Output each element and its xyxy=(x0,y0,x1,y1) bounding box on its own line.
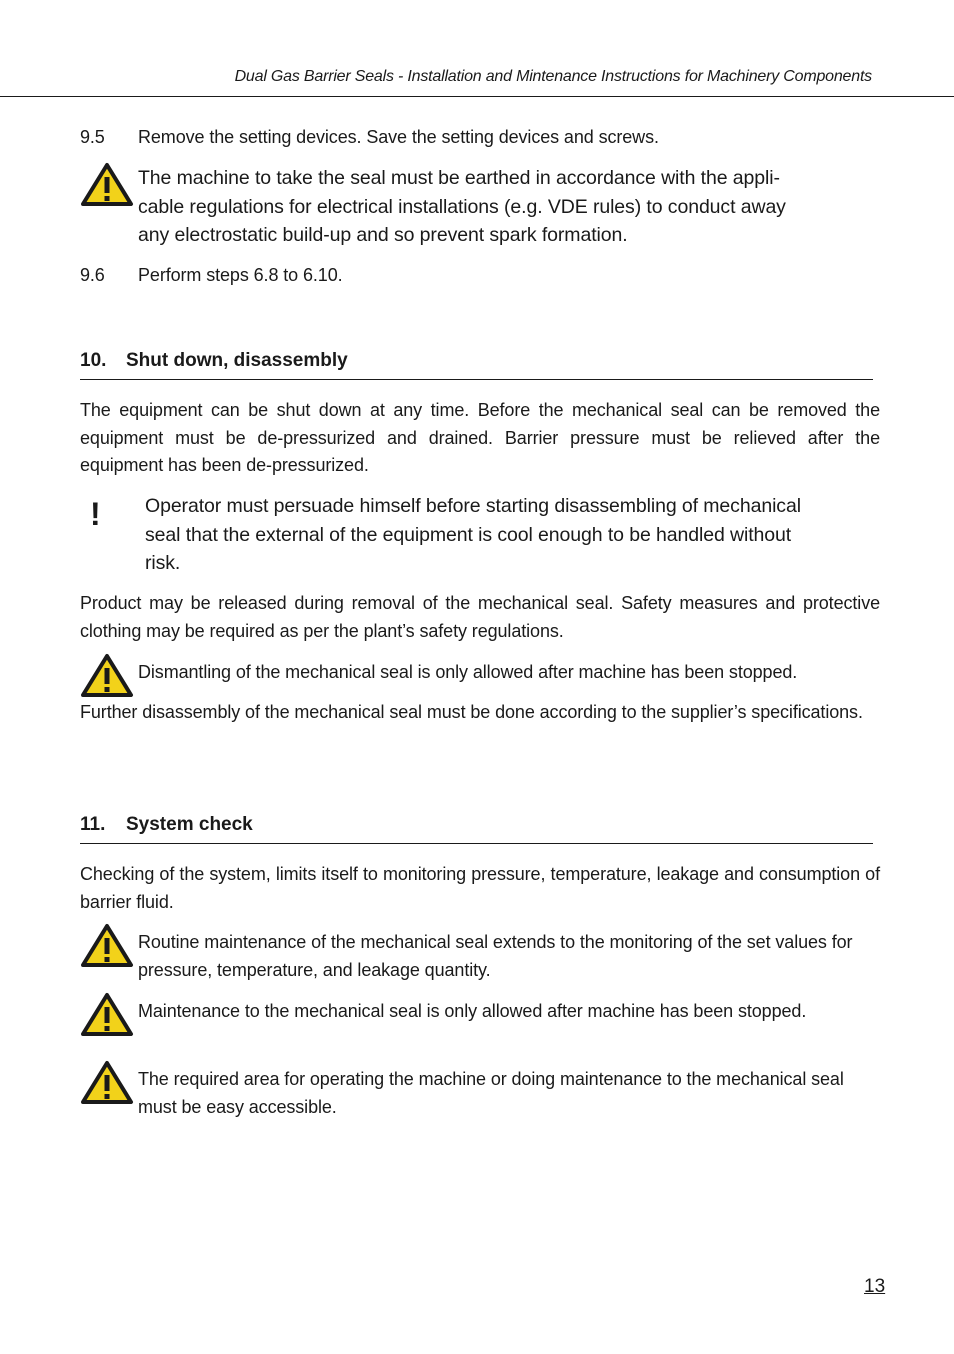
section-rule xyxy=(80,379,873,380)
step-text: Perform steps 6.8 to 6.10. xyxy=(138,265,343,285)
attention-line: risk. xyxy=(145,552,181,574)
warning-maintenance-text: Maintenance to the mechanical seal is only allowed after machine has been stopped. xyxy=(138,1001,807,1021)
section-number: 10. xyxy=(80,350,107,371)
warning-line: any electrostatic build-up and so prevent spark formation. xyxy=(138,224,628,246)
warning-access-text: The required area for operating the machine or doing maintenance to the mechanical seal must be easy accessible. xyxy=(138,1069,844,1117)
attention-text xyxy=(145,492,885,578)
step-number: 9.5 xyxy=(80,127,105,147)
warning-dismantling-text: Dismantling of the mechanical seal is only allowed after machine has been stopped. xyxy=(138,662,798,682)
running-header: Dual Gas Barrier Seals - Installation and Mintenance Instructions for Machinery Components xyxy=(234,68,872,85)
warning-triangle-icon xyxy=(80,653,134,701)
warning-triangle-icon xyxy=(80,923,134,971)
step-text: Remove the setting devices. Save the setting devices and screws. xyxy=(138,127,659,147)
page-number: 13 xyxy=(864,1276,886,1297)
body-paragraph: Further disassembly of the mechanical seal must be done according to the supplier’s specifications. xyxy=(80,702,863,722)
section-title: Shut down, disassembly xyxy=(126,350,348,371)
attention-line: Operator must persuade himself before starting disassembling of mechanical xyxy=(145,495,801,517)
section-rule xyxy=(80,843,873,844)
section-title: System check xyxy=(126,814,253,835)
warning-routine-text: Routine maintenance of the mechanical seal extends to the monitoring of the set values for pressure, temperature, and leakage quantity. xyxy=(138,932,853,980)
warning-earthing-text xyxy=(138,164,883,250)
step-number: 9.6 xyxy=(80,265,105,285)
body-paragraph: The equipment can be shut down at any time. Before the mechanical seal can be removed the equipment must be de-pressurized and drained. Barrier pressure must be relieved after the equipment has been de-pressurized. xyxy=(80,400,880,475)
exclamation-icon: ! xyxy=(90,496,101,532)
section-number: 11. xyxy=(80,814,106,835)
warning-line: cable regulations for electrical installations (e.g. VDE rules) to conduct away xyxy=(138,195,786,218)
attention-line: seal that the external of the equipment is cool enough to be handled without xyxy=(145,523,792,546)
warning-triangle-icon xyxy=(80,162,134,210)
warning-line: The machine to take the seal must be earthed in accordance with the appli- xyxy=(138,167,780,189)
body-paragraph: Checking of the system, limits itself to monitoring pressure, temperature, leakage and consumption of barrier fluid. xyxy=(80,864,880,912)
warning-triangle-icon xyxy=(80,1060,134,1108)
body-paragraph: Product may be released during removal of the mechanical seal. Safety measures and protective clothing may be required as per the plant’s safety regulations. xyxy=(80,593,880,641)
warning-triangle-icon xyxy=(80,992,134,1040)
section-heading xyxy=(80,814,253,836)
section-heading xyxy=(80,350,348,372)
header-rule xyxy=(0,96,954,97)
